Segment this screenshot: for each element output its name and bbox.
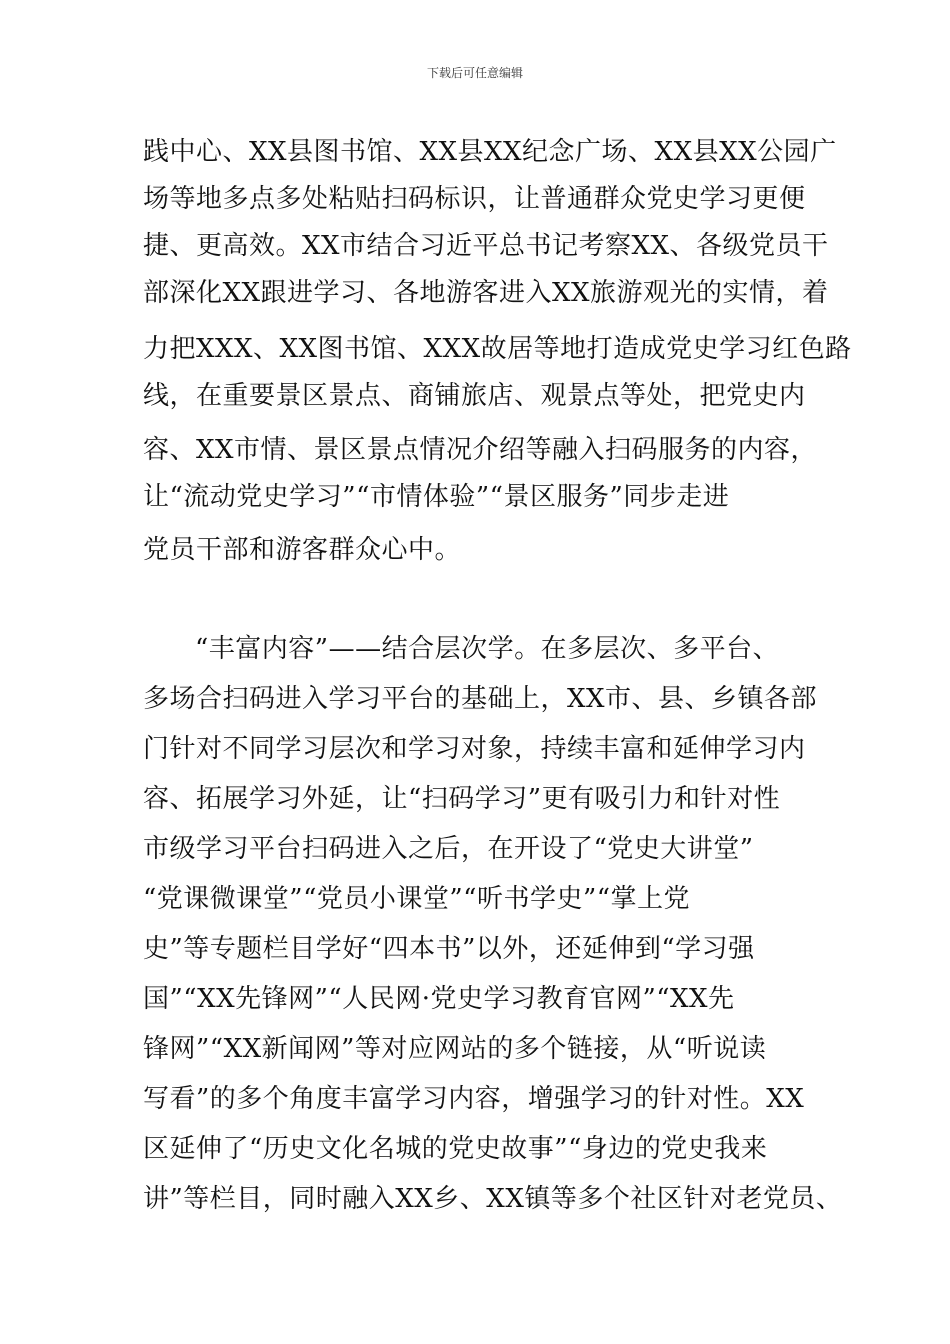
text-line: 场等地多点多处粘贴扫码标识，让普通群众党史学习更便 [143,184,806,214]
text-line: 市级学习平台扫码进入之后，在开设了“党史大讲堂” [143,834,754,864]
text-line: 讲”等栏目，同时融入XX乡、XX镇等多个社区针对老党员、 [143,1184,843,1214]
text-line: 门针对不同学习层次和学习对象，持续丰富和延伸学习内 [143,734,806,764]
text-line: 力把XXX、XX图书馆、XXX故居等地打造成党史学习红色路 [143,334,852,364]
text-line: 区延伸了“历史文化名城的党史故事”“身边的党史我来 [143,1134,768,1164]
text-line: 容、XX市情、景区景点情况介绍等融入扫码服务的内容， [143,435,818,465]
text-line: 让“流动党史学习”“市情体验”“景区服务”同步走进 [143,482,730,512]
text-line: 写看”的多个角度丰富学习内容，增强学习的针对性。XX [143,1084,805,1114]
text-line: 锋网”“XX新闻网”等对应网站的多个链接，从“听说读 [143,1034,767,1064]
text-line: 党员干部和游客群众心中。 [143,535,462,565]
text-line: 史”等专题栏目学好“四本书”以外，还延伸到“学习强 [143,934,755,964]
text-line: 国”“XX先锋网”“人民网·党史学习教育官网”“XX先 [143,984,735,1014]
text-line: 捷、更高效。XX市结合习近平总书记考察XX、各级党员干 [143,231,829,261]
page-header: 下载后可任意编辑 [426,66,523,80]
text-line: 容、拓展学习外延，让“扫码学习”更有吸引力和针对性 [143,784,781,814]
text-line: 线，在重要景区景点、商铺旅店、观景点等处，把党史内 [143,381,806,411]
text-line: 多场合扫码进入学习平台的基础上，XX市、县、乡镇各部 [143,684,818,714]
text-line: 践中心、XX县图书馆、XX县XX纪念广场、XX县XX公园广 [143,137,837,167]
text-line: “党课微课堂”“党员小课堂”“听书学史”“掌上党 [143,884,691,914]
text-line: 部深化XX跟进学习、各地游客进入XX旅游观光的实情，着 [143,278,829,308]
text-line: “丰富内容”——结合层次学。在多层次、多平台、 [195,634,780,664]
